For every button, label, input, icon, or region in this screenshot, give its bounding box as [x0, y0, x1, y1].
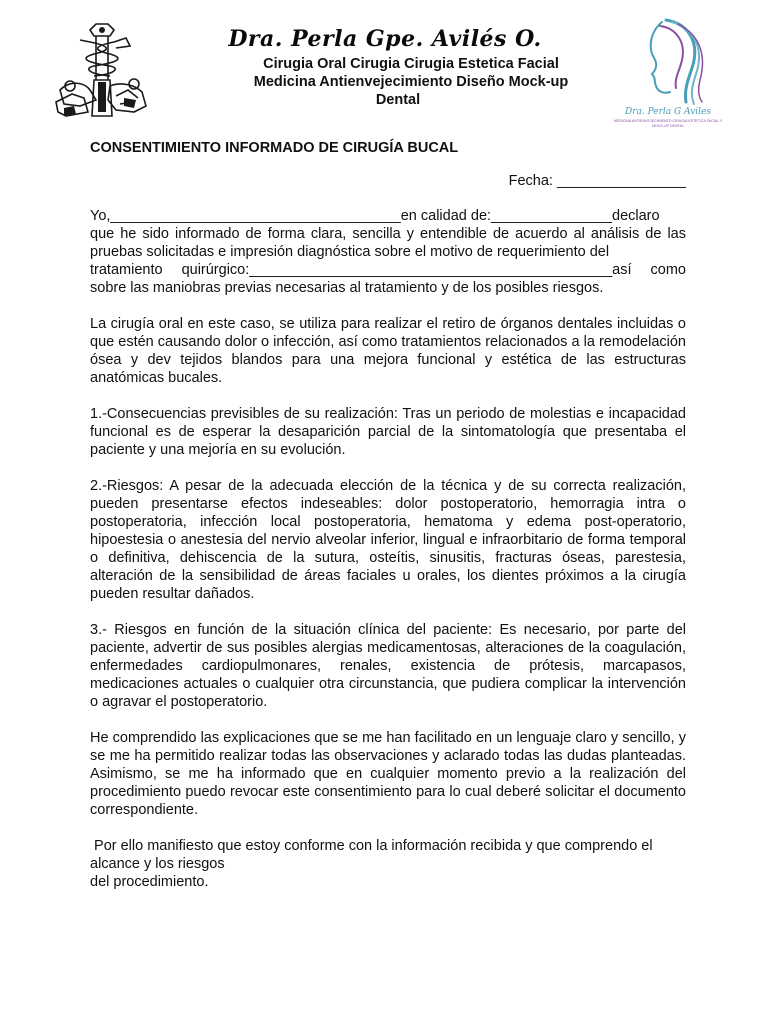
logo-tagline: MEDICINA ANTIENVEJECIMIENTO CIRUGIA ESTETICA FACIAL Y [613, 119, 723, 123]
logo-signature: Dra. Perla G Aviles [625, 107, 711, 117]
closing-line: Por ello manifiesto que estoy conforme con la información recibida y que comprendo el [90, 838, 653, 854]
caduceus-logo [50, 20, 152, 124]
consequences-paragraph: 1.-Consecuencias previsibles de su realización: Tras un periodo de molestias e incapacidad funcional es de esperar la desaparición parcial de la sintomatología que presentaba el paciente y una mejoría en su evolución. [90, 406, 686, 458]
doctor-name: Dra. Perla Gpe. Avilés O. [228, 26, 542, 52]
date-field: Fecha: ________________ [508, 173, 686, 189]
intro-line [90, 261, 686, 279]
closing-paragraph [90, 837, 686, 891]
understood-paragraph: He comprendido las explicaciones que se me han facilitado en un lenguaje claro y sencillo, y se me ha permitido realizar todas las observaciones y aclarado todas las dudas planteadas. Asimismo, se me ha informado que en cualquier momento previo a la realización del procedimiento puedo revocar este consentimiento para lo cual deberé solicitar el documento correspondiente. [90, 730, 686, 818]
intro-line: Yo,____________________________________en calidad de:_______________declaro [90, 208, 660, 224]
document-title: CONSENTIMIENTO INFORMADO DE CIRUGÍA BUCAL [90, 140, 459, 156]
specialties-line: Dental [375, 92, 421, 108]
surgery-paragraph: La cirugía oral en este caso, se utiliza para realizar el retiro de órganos dentales incluidas o que estén causando dolor o infección, así como tratamientos relacionados a la remodelación ósea y dev tejidos blandos para una mejora funcional y estética de las estructuras anatómicas bucales. [90, 316, 686, 386]
intro-paragraph [90, 207, 686, 297]
document-body [90, 207, 686, 909]
closing-line: del procedimiento. [90, 874, 209, 890]
face-profile-logo [600, 14, 736, 132]
logo-tagline: MOCK-UP DENTAL [652, 124, 684, 128]
intro-line: sobre las maniobras previas necesarias al tratamiento y de los posibles riesgos. [90, 280, 604, 296]
risks-paragraph: 2.-Riesgos: A pesar de la adecuada elección de la técnica y de su correcta realización, pueden presentarse efectos indeseables: dolor postoperatorio, hemorragia intra o postoperatoria, infección local postoperatoria, hematoma y edema post-operatorio, hipoestesia o anestesia del nervio alveolar inferior, lingual e infraorbitario de forma temporal o definitiva, dehiscencia de la sutura, osteítis, sinusitis, fracturas óseas, parestesia, alteración de la sensibilidad de áreas faciales u orales, los dientes próximos a la cirugía pueden resultar dañados. [90, 478, 686, 602]
specialties-line: Cirugia Oral Cirugia Cirugia Estetica Facial [263, 56, 559, 72]
intro-word: tratamiento [90, 262, 163, 278]
intro-word: quirúrgico:_____________________________________________así [181, 262, 632, 278]
specialties-line: Medicina Antienvejecimiento Diseño Mock-up [253, 74, 569, 90]
intro-line: que he sido informado de forma clara, sencilla y entendible de acuerdo al análisis de las pruebas solicitadas e impresión diagnóstica sobre el motivo de requerimiento del [90, 226, 686, 260]
clinical-risks-paragraph: 3.- Riesgos en función de la situación clínica del paciente: Es necesario, por parte del paciente, advertir de sus posibles alergias medicamentosas, alteraciones de la coagulación, enfermedades cardiopulmonares, renales, existencia de prótesis, marcapasos, medicaciones actuales o cualquier otra circunstancia, que pudiera complicar la intervención o agravar el postoperatorio. [90, 622, 686, 710]
specialties-block [226, 55, 596, 109]
intro-word: como [650, 262, 686, 278]
closing-line: alcance y los riesgos [90, 856, 225, 872]
